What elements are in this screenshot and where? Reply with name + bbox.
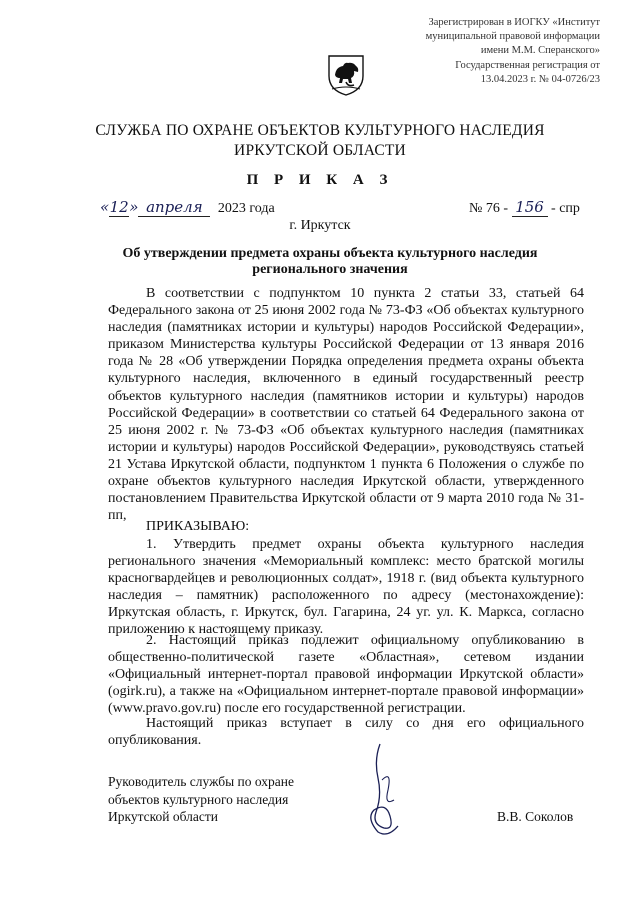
- city: г. Иркутск: [289, 218, 351, 233]
- order-date: «12» апреля 2023 года: [100, 198, 275, 216]
- coat-of-arms-icon: [326, 54, 366, 96]
- clause-2: 2. Настоящий приказ подлежит официальному опубликованию в общественно-политической газете «Областная», сетевом издании «Официальный интернет-портал правовой информации Иркутской области» (ogirk.ru), а также на «Официальном интернет-портале правовой информации» (www.pravo.gov.ru) после его государственной регистрации.: [108, 633, 584, 717]
- signatory-name: В.В. Соколов: [497, 809, 574, 824]
- registration-line: Государственная регистрация от: [455, 59, 600, 71]
- registration-line: Зарегистрирован в ИОГКУ «Институт: [428, 17, 600, 28]
- handwritten-month: апреля: [138, 198, 210, 217]
- handwritten-day: 12: [109, 198, 129, 216]
- registration-line: имени М.М. Сперанского»: [480, 45, 600, 57]
- effective-date-paragraph: Настоящий приказ вступает в силу со дня его официального опубликования.: [108, 716, 584, 749]
- handwritten-number: 156: [512, 198, 548, 217]
- decree-word: ПРИКАЗЫВАЮ:: [146, 519, 250, 534]
- agency-header: [60, 121, 580, 161]
- document-title: Об утверждении предмета охраны объекта культурного наследия регионального значения: [122, 246, 538, 277]
- registration-note: [360, 16, 600, 87]
- handwritten-signature: [360, 740, 410, 840]
- registration-line: 13.04.2023 г. № 04-0726/23: [480, 73, 600, 85]
- agency-name-line: СЛУЖБА ПО ОХРАНЕ ОБЪЕКТОВ КУЛЬТУРНОГО НАСЛЕДИЯ: [95, 122, 545, 139]
- order-heading: П Р И К А З: [246, 172, 394, 188]
- signatory-position: Руководитель службы по охране объектов культурного наследия Иркутской области: [108, 774, 295, 824]
- date-year: 2023 года: [217, 201, 275, 216]
- preamble-paragraph: В соответствии с подпунктом 10 пункта 2 статьи 33, статьей 64 Федерального закона от 25 июня 2002 года № 73-ФЗ «Об объектах культурного наследия (памятниках истории и культуры) народов Российской Федерации», приказом Министерства культуры Российской Федерации от 13 января 2016 года № 28 «Об утверждении Порядка определения предмета охраны объекта культурного наследия, включенного в единый государственный реестр объектов культурного наследия (памятников истории и культуры) народов Российской Федерации» в соответствии со статьей 64 Федерального закона от 25 июня 2002 г. № 73-ФЗ «Об объектах культурного наследия (памятниках истории и культуры) народов Российской Федерации», руководствуясь статьей 21 Устава Иркутской области, подпунктом 1 пункта 6 Положения о службе по охране объектов культурного наследия Иркутской области, утвержденного постановлением Правительства Иркутской области от 9 марта 2010 года № 31-пп,: [108, 286, 584, 524]
- registration-line: муниципальной правовой информации: [425, 31, 600, 43]
- order-number: № 76 - 156 - спр: [469, 198, 580, 216]
- agency-name-line: ИРКУТСКОЙ ОБЛАСТИ: [234, 142, 406, 159]
- clause-1: 1. Утвердить предмет охраны объекта культурного наследия регионального значения «Мемориальный комплекс: место братской могилы красногвардейцев и революционных солдат», 1918 г. (вид объекта культурного наследия – памятник) расположенного по адресу (местонахождение): Иркутская область, г. Иркутск, бул. Гагарина, 24 уг. ул. К. Маркса, согласно приложению к настоящему приказу.: [108, 537, 584, 638]
